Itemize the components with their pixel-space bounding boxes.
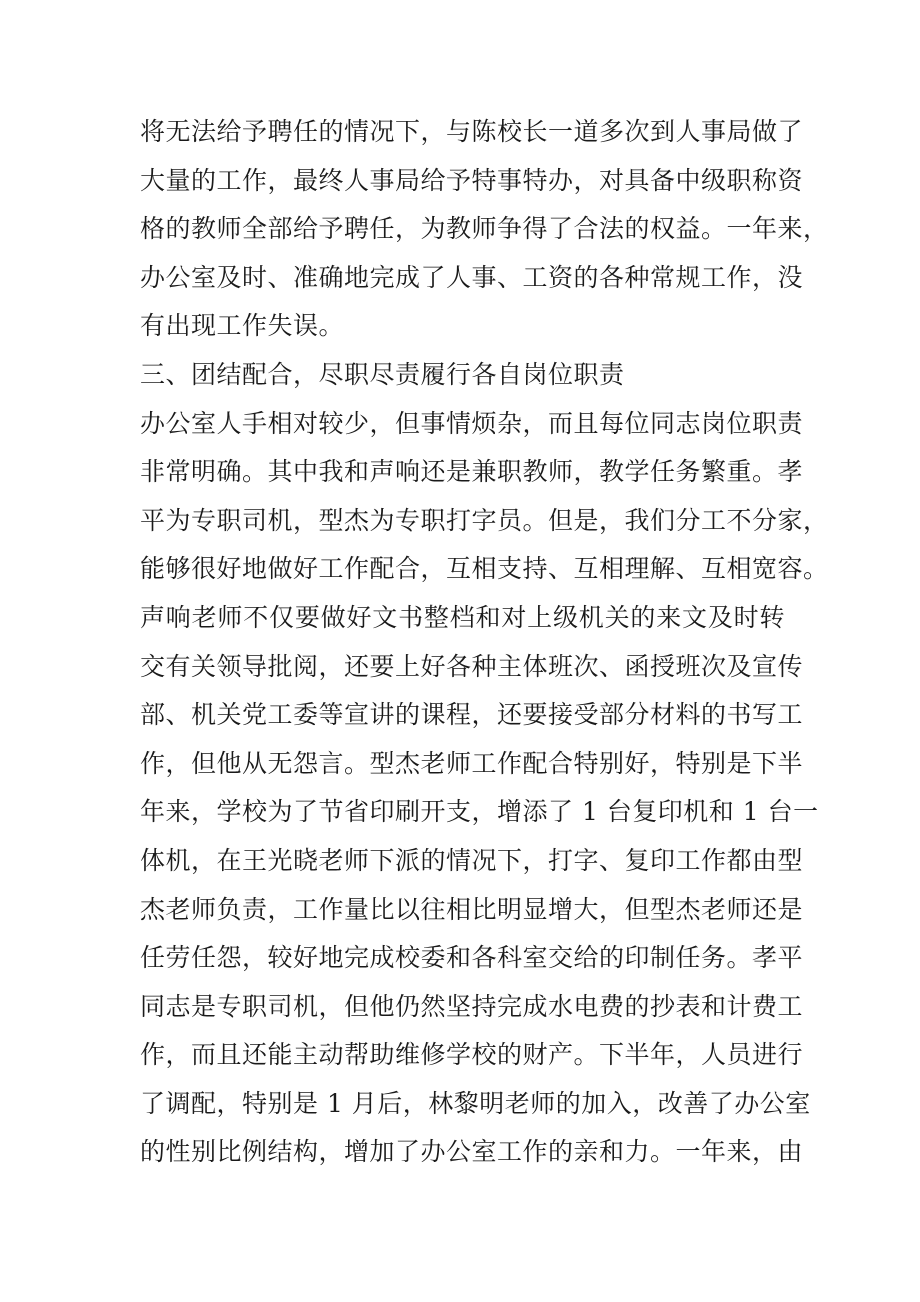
text-line: 部、机关党工委等宣讲的课程，还要接受部分材料的书写工 xyxy=(140,700,804,730)
text-line: 体机，在王光晓老师下派的情况下，打字、复印工作都由型 xyxy=(140,845,804,875)
text-line: 任劳任怨，较好地完成校委和各科室交给的印制任务。孝平 xyxy=(140,943,804,973)
text-line: 办公室人手相对较少，但事情烦杂，而且每位同志岗位职责 xyxy=(140,408,804,438)
text-line: 的性别比例结构，增加了办公室工作的亲和力。一年来，由 xyxy=(140,1137,804,1167)
text-line: 格的教师全部给予聘任，为教师争得了合法的权益。一年来， xyxy=(140,214,829,244)
text-line: 大量的工作，最终人事局给予特事特办，对具备中级职称资 xyxy=(140,165,804,195)
text-line: 同志是专职司机，但他仍然坚持完成水电费的抄表和计费工 xyxy=(140,991,804,1021)
section-heading: 三、团结配合，尽职尽责履行各自岗位职责 xyxy=(140,359,625,389)
text-line: 作，但他从无怨言。型杰老师工作配合特别好，特别是下半 xyxy=(140,748,804,778)
document-body-text xyxy=(140,108,829,1177)
text-line: 将无法给予聘任的情况下，与陈校长一道多次到人事局做了 xyxy=(140,117,804,146)
text-line: 了调配，特别是 1 月后，林黎明老师的加入，改善了办公室 xyxy=(140,1088,811,1118)
text-line: 有出现工作失误。 xyxy=(140,311,345,341)
text-line: 交有关领导批阅，还要上好各种主体班次、函授班次及宣传 xyxy=(140,651,804,681)
text-line: 作，而且还能主动帮助维修学校的财产。下半年，人员进行 xyxy=(140,1040,804,1070)
text-line: 年来，学校为了节省印刷开支，增添了 1 台复印机和 1 台一 xyxy=(140,797,819,827)
text-line: 平为专职司机，型杰为专职打字员。但是，我们分工不分家， xyxy=(140,505,829,535)
text-line: 非常明确。其中我和声响还是兼职教师，教学任务繁重。孝 xyxy=(140,457,804,487)
text-line: 杰老师负责，工作量比以往相比明显增大，但型杰老师还是 xyxy=(140,894,804,924)
text-line: 能够很好地做好工作配合，互相支持、互相理解、互相宽容。 xyxy=(140,554,829,584)
text-line: 声响老师不仅要做好文书整档和对上级机关的来文及时转 xyxy=(140,602,785,632)
text-line: 办公室及时、准确地完成了人事、工资的各种常规工作，没 xyxy=(140,262,804,292)
